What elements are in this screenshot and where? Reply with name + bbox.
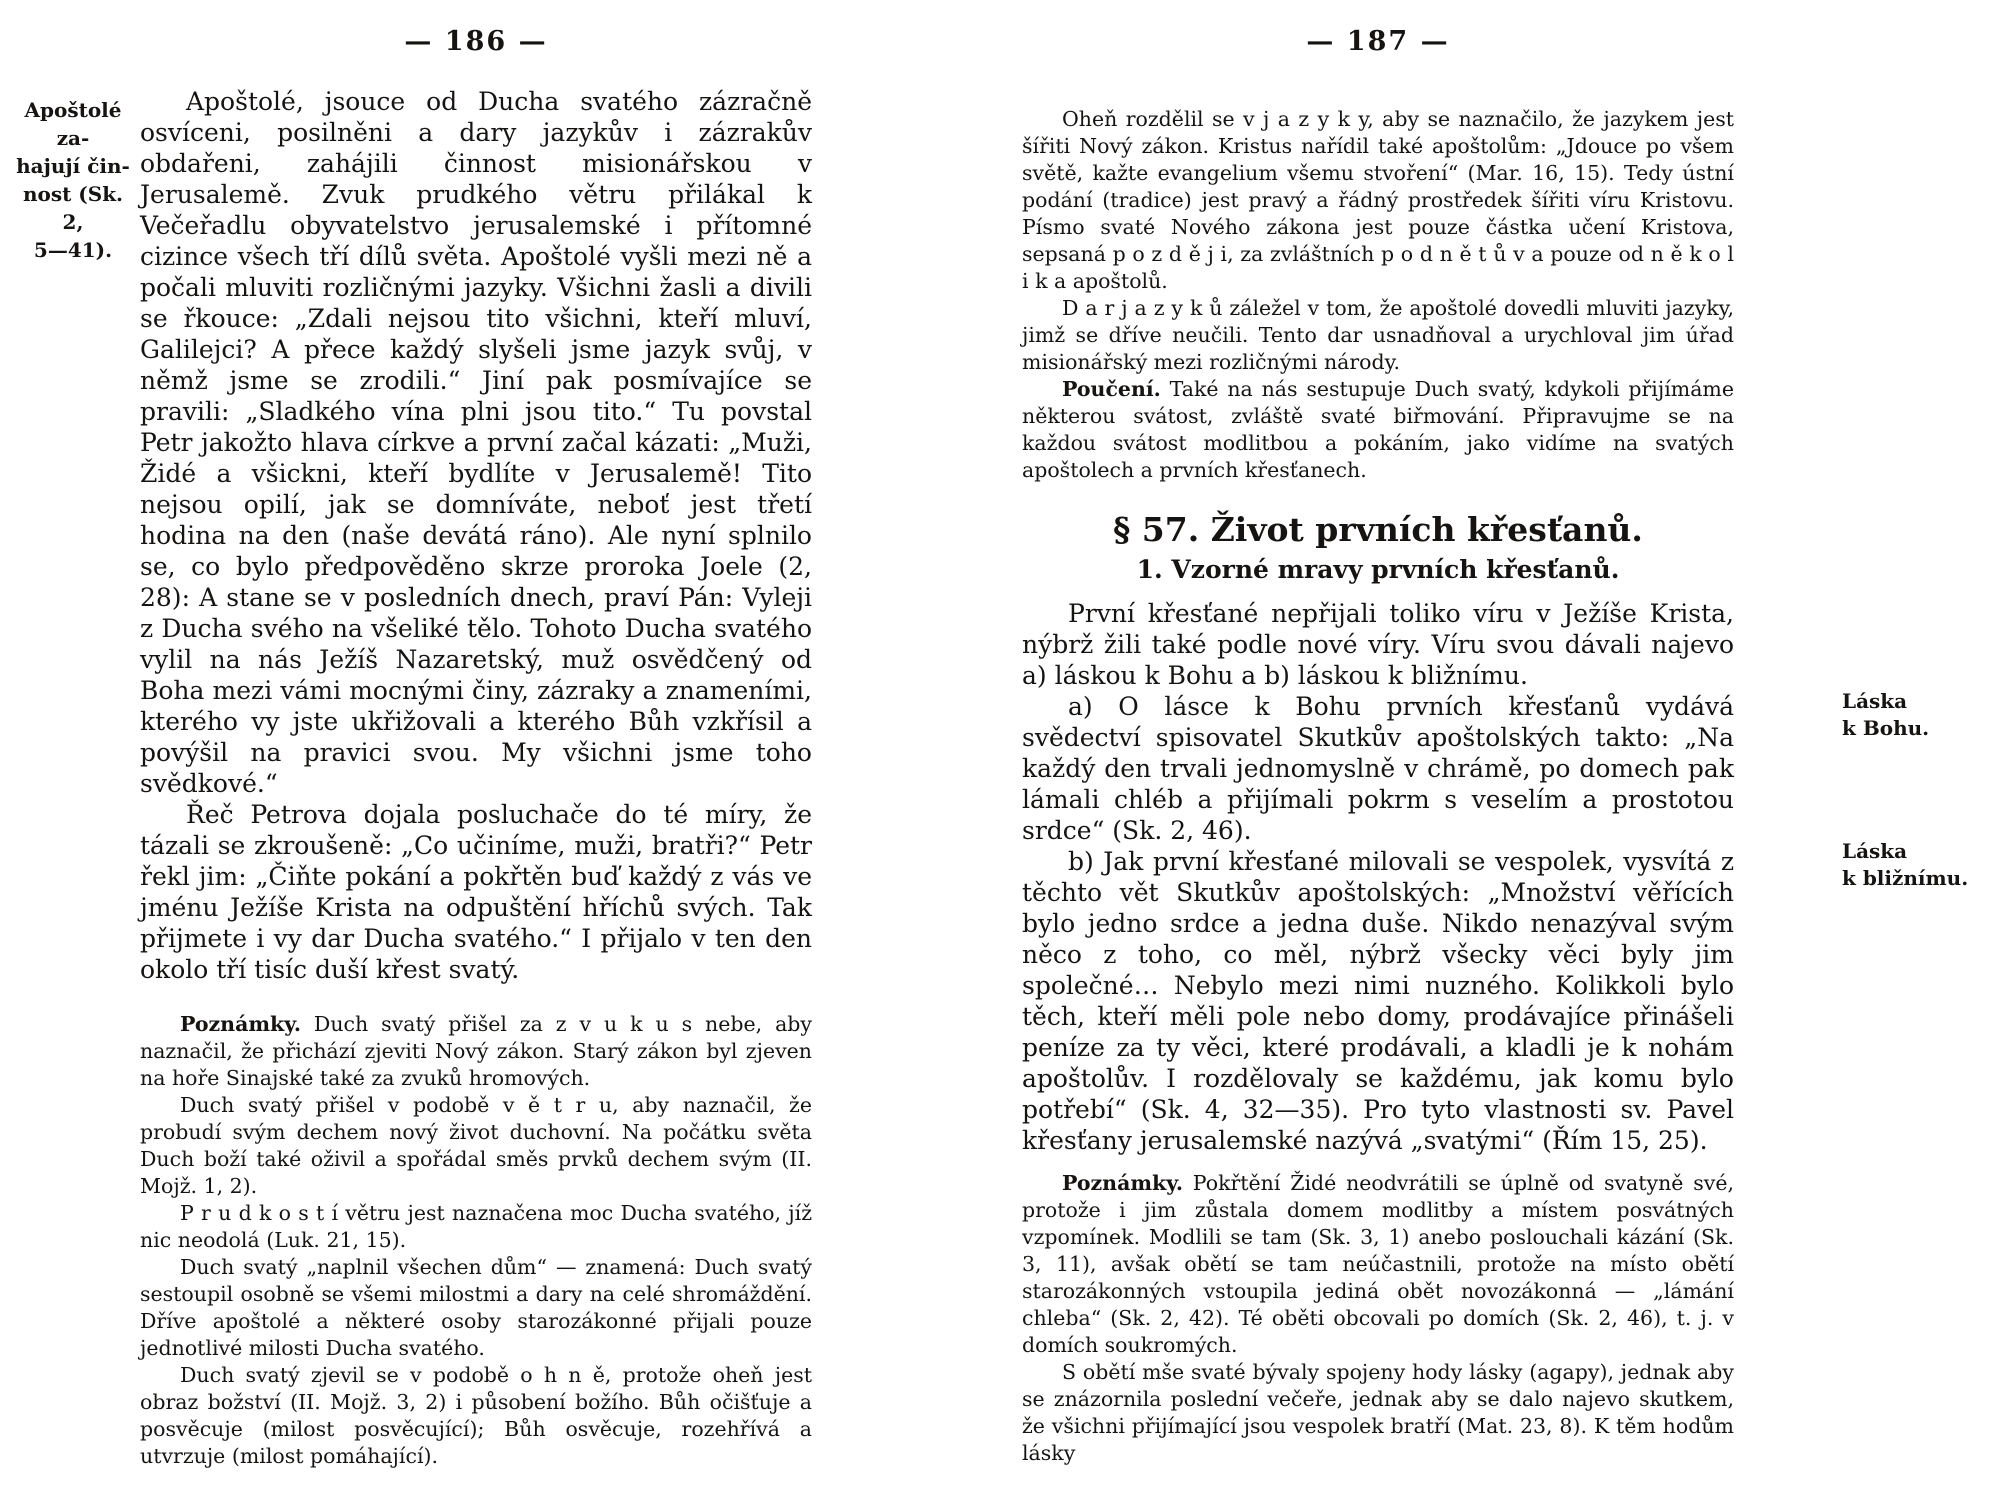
note-paragraph (1022, 295, 1734, 376)
sub-heading: 1. Vzorné mravy prvních křesťanů. (1136, 555, 1620, 584)
main-column-right (1022, 78, 1734, 1467)
section-heading: § 57. Život prvních křesťanů. (1113, 510, 1643, 549)
paragraph (1022, 846, 1734, 1156)
note-text: S obětí mše svaté bývaly spojeny hody lásky (agapy), jednak aby se znázornila poslední večeře, jednak aby se dalo najevo skutkem, že všichni přijímající jsou vespolek bratří (Mat. 23, 8). K těm hodům lásky (1022, 1360, 1734, 1465)
note-paragraph (140, 1200, 812, 1254)
paragraph (1022, 691, 1734, 846)
note-paragraph (1022, 106, 1734, 295)
note-text: P r u d k o s t í větru jest naznačena moc Ducha svatého, jíž nic neodolá (Luk. 21, 15). (140, 1201, 812, 1252)
paragraph (140, 86, 812, 799)
margin-note-love-of-neighbor (1842, 838, 1990, 892)
note-paragraph (140, 1362, 812, 1470)
note-text: Duch svatý „naplnil všechen dům“ — znamená: Duch svatý sestoupil osobně se všemi milostmi a dary na celé shromáždění. Dříve apoštolé a některé osoby starozákonné přijali pouze jednotlivé milosti Ducha svatého. (140, 1255, 812, 1360)
note-paragraph (140, 1254, 812, 1362)
note-paragraph (140, 1092, 812, 1200)
paragraph-text: Řeč Petrova dojala posluchače do té míry, že tázali se zkroušeně: „Co učiníme, muži, bratři?“ Petr řekl jim: „Čiňte pokání a pokřtěn buď každý z vás ve jménu Ježíše Krista na odpuštění hříchů svých. Tak přijmete i vy dar Ducha svatého.“ I přijalo v ten den okolo tří tisíc duší křest svatý. (140, 800, 812, 984)
note-text: Duch svatý přišel za z v u k u s nebe, aby naznačil, že přichází zjeviti Nový zákon. Starý zákon byl zjeven na hoře Sinajské také za zvuků hromových. (140, 1012, 812, 1090)
notes-bottom-right (1022, 1170, 1734, 1467)
main-column-left (140, 86, 812, 1470)
note-text: D a r j a z y k ů záležel v tom, že apoštolé dovedli mluviti jazyky, jimž se dříve neučili. Tento dar usnadňoval a urychloval jim úřad misionářský mezi rozličnými národy. (1022, 296, 1734, 374)
notes-top-right (1022, 106, 1734, 484)
notes-left (140, 1011, 812, 1470)
paragraph-text: Apoštolé, jsouce od Ducha svatého zázračně osvíceni, posilněni a dary jazykův i zázrakův obdařeni, zahájili činnost misionářskou v Jerusalemě. Zvuk prudkého větru přilákal k Večeřadlu obyvatelstvo jerusalemské i přítomné cizince všech tří dílů světa. Apoštolé vyšli mezi ně a počali mluviti rozličnými jazyky. Všichni žasli a divili se řkouce: „Zdali nejsou tito všichni, kteří mluví, Galilejci? A přece každý slyšeli jsme jazyk svůj, v němž jsme se zrodili.“ Jiní pak posmívajíce se pravili: „Sladkého vína plni jsou tito.“ Tu povstal Petr jakožto hlava církve a první začal kázati: „Muži, Židé a všickni, kteří bydlíte v Jerusalemě! Tito nejsou opilí, jak se domníváte, neboť jest třetí hodina na den (naše devátá ráno). Ale nyní splnilo se, co bylo předpověděno skrze proroka Joele (2, 28): A stane se v posledních dnech, praví Pán: Vyleji z Ducha svého na všeliké tělo. Tohoto Ducha svatého vylil na nás Ježíš Nazaretský, muž osvědčený od Boha mezi vámi mocnými činy, zázraky a znameními, kterého vy jste ukřižovali a kterého Bůh vzkřísil a povýšil na pravici svou. My všichni jsme toho svědkové.“ (140, 87, 812, 798)
margin-note-line: k Bohu. (1842, 716, 1930, 740)
page-number-187: — 187 — (1306, 26, 1450, 57)
paragraph-text: b) Jak první křesťané milovali se vespolek, vysvítá z těchto vět Skutkův apoštolských: „Množství věřících bylo jedno srdce a jedna duše. Nikdo nenazýval svým něco z toho, co měl, nýbrž všecky věci byly jim společné… Nebylo mezi nimi nuzného. Kolikkoli bylo těch, kteří měli pole nebo domy, prodávajíce přinášeli peníze za ty věci, které prodávali, a kladli je k nohám apoštolův. I rozdělovaly se každému, jak komu bylo potřebí“ (Sk. 4, 32—35). Pro tyto vlastnosti sv. Pavel křesťany jerusalemské nazývá „svatými“ (Řím 15, 25). (1022, 847, 1734, 1155)
margin-note-line: hajují čin- (16, 154, 130, 178)
note-text: Také na nás sestupuje Duch svatý, kdykoli přijímáme některou svátost, zvláště svaté biřmování. Připravujme se na každou svátost modlitbou a pokáním, jako vidíme na svatých apoštolech a prvních křesťanech. (1022, 377, 1734, 482)
paragraph-text: a) O lásce k Bohu prvních křesťanů vydává svědectví spisovatel Skutkův apoštolských takto: „Na každý den trvali jednomyslně v chrámě, po domech pak lámali chléb a přijímali pokrm s veselím a prostotou srdce“ (Sk. 2, 46). (1022, 692, 1734, 845)
margin-note-line: Apoštolé za- (24, 98, 122, 150)
paragraph (1022, 598, 1734, 691)
note-text: Pokřtění Židé neodvrátili se úplně od svatyně své, protože i jim zůstala domem modlitby a místem posvátných vzpomínek. Modlili se tam (Sk. 3, 1) anebo poslouchali kázání (Sk. 3, 11), avšak obětí se tam neúčastnili, protože na místo obětí starozákonných vstoupila jediná obět novozákonná — „lámání chleba“ (Sk. 2, 42). Té oběti obcovali po domích (Sk. 2, 46), t. j. v domích soukromých. (1022, 1171, 1734, 1357)
page-number-186: — 186 — (404, 26, 548, 57)
margin-note-line: 5—41). (33, 238, 113, 262)
note-paragraph (1022, 376, 1734, 484)
note-text: Oheň rozdělil se v j a z y k y, aby se naznačilo, že jazykem jest šířiti Nový zákon. Kristus nařídil také apoštolům: „Jdouce po všem světě, kažte evangelium všemu stvoření“ (Mar. 16, 15). Tedy ústní podání (tradice) jest pravý a řádný prostředek šířiti víru Kristovu. Písmo svaté Nového zákona jest pouze částka učení Kristova, sepsaná p o z d ě j i, za zvláštních p o d n ě t ů v a pouze od n ě k o l i k a apoštolů. (1022, 107, 1734, 293)
note-text: Duch svatý přišel v podobě v ě t r u, aby naznačil, že probudí svým dechem nový život duchovní. Na počátku světa Duch boží také oživil a spořádal směs prvků dechem svým (II. Mojž. 1, 2). (140, 1093, 812, 1198)
note-paragraph (1022, 1170, 1734, 1359)
body-text-left (140, 86, 812, 985)
note-lead: Poučení. (1062, 377, 1161, 401)
note-lead: Poznámky. (1062, 1171, 1183, 1195)
margin-note-line: k bližnímu. (1842, 866, 1969, 890)
margin-note-apostles (12, 96, 134, 264)
body-text-right (1022, 598, 1734, 1156)
margin-note-love-of-god (1842, 688, 1990, 742)
note-text: Duch svatý zjevil se v podobě o h n ě, protože oheň jest obraz božství (II. Mojž. 3, 2) i působení božího. Bůh očišťuje a posvěcuje (milost posvěcující); Bůh osvěcuje, rozehřívá a utvrzuje (milost pomáhající). (140, 1363, 812, 1468)
paragraph-text: První křesťané nepřijali toliko víru v Ježíše Krista, nýbrž žili také podle nové víry. Víru svou dávali najevo a) láskou k Bohu a b) láskou k bližnímu. (1022, 599, 1734, 690)
note-lead: Poznámky. (180, 1012, 301, 1036)
margin-note-line: Láska (1842, 839, 1908, 863)
margin-note-line: Láska (1842, 689, 1908, 713)
margin-note-line: nost (Sk. 2, (22, 182, 124, 234)
paragraph (140, 799, 812, 985)
note-paragraph (140, 1011, 812, 1092)
book-page-187 (997, 0, 1994, 1500)
note-paragraph (1022, 1359, 1734, 1467)
